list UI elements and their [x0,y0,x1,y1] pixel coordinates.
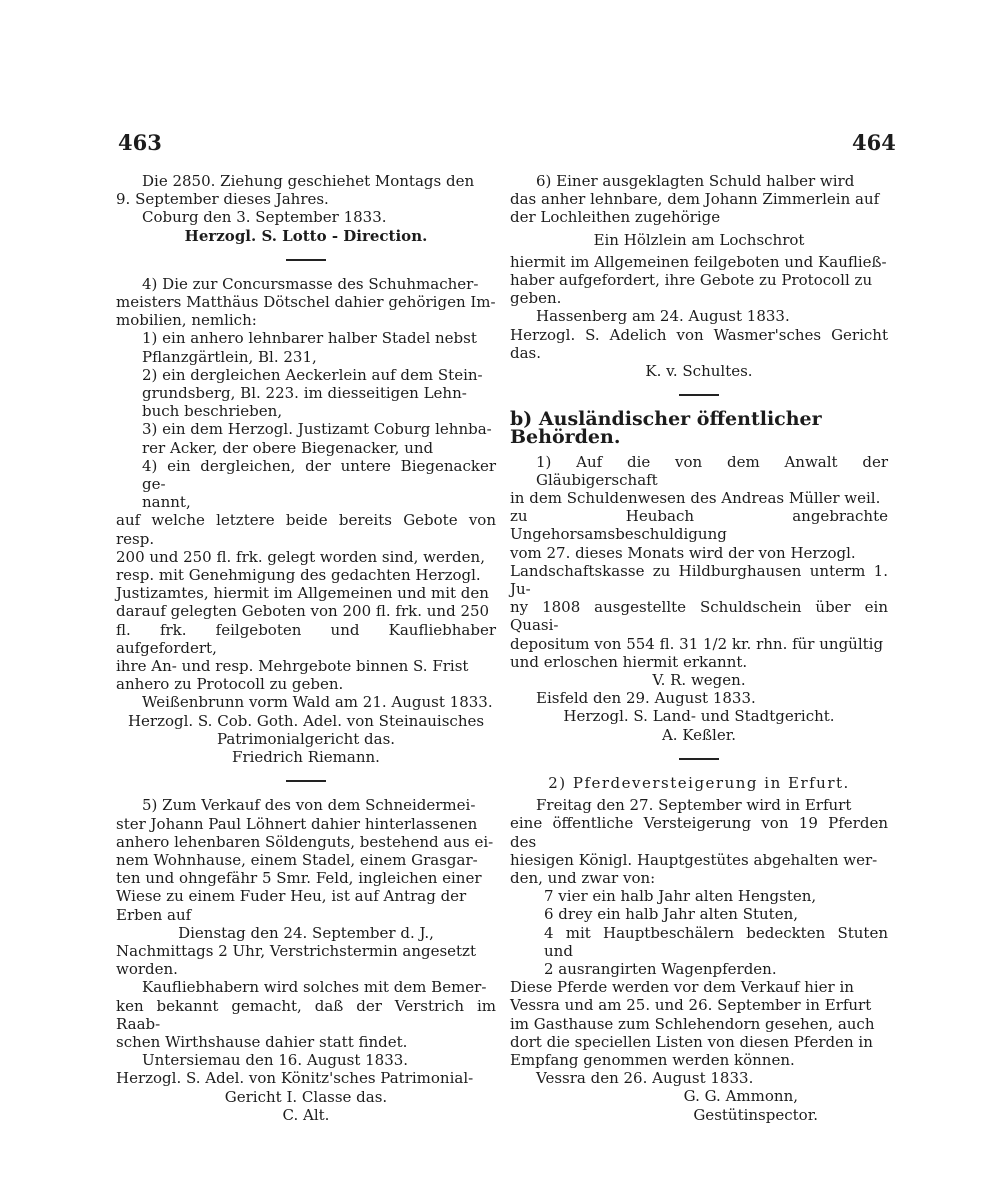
text-line: 5) Zum Verkauf des von dem Schneidermei- [142,796,476,815]
notice-b2 [510,796,888,1124]
list-item: 6 drey ein halb Jahr alten Stuten, [544,905,799,924]
text-line: Die 2850. Ziehung geschiehet Montags den [142,172,475,190]
text-line: ken bekannt gemacht, daß der Verstrich im Raab- [116,996,496,1033]
text-line: resp. mit Genehmigung des gedachten Herzogl. [116,566,481,585]
text-line: Kaufliebhabern wird solches mit dem Bemer- [142,978,487,997]
text-line: mobilien, nemlich: [116,311,257,330]
text-line: dort die speciellen Listen von diesen Pferden in [510,1032,873,1051]
text-line: V. R. wegen. [652,671,746,690]
text-line: eine öffentliche Versteigerung von 19 Pferden des [510,814,888,851]
text-line: Coburg den 3. September 1833. [142,208,387,227]
text-line: Freitag den 27. September wird in Erfurt [536,796,852,815]
separator-rule [286,259,326,261]
text-line: 4) ein dergleichen, der untere Biegenacker ge- [142,456,496,494]
text-line: Vessra und am 25. und 26. September in Erfurt [510,996,872,1015]
text-line: Landschaftskasse zu Hildburghausen unterm 1. Ju- [510,561,888,599]
text-line: hiesigen Königl. Hauptgestütes abgehalten wer- [510,850,878,869]
text-line: grundsberg, Bl. 223. im diesseitigen Lehn- [142,384,467,403]
text-line: Hassenberg am 24. August 1833. [536,307,790,326]
text-line: 6) Einer ausgeklagten Schuld halber wird [536,172,855,190]
text-line: das anher lehnbare, dem Johann Zimmerlein auf [510,190,880,209]
list-item: 2 ausrangirten Wagenpferden. [544,959,777,978]
signature-name: C. Alt. [282,1105,330,1124]
notice-5 [116,796,496,1124]
separator-rule [679,394,719,396]
text-line: 1) ein anhero lehnbarer halber Stadel nebst [142,329,477,348]
signature-line: Herzogl. S. Cob. Goth. Adel. von Steinauisches [127,711,485,730]
list-item: 7 vier ein halb Jahr alten Hengsten, [544,887,817,906]
text-line: schen Wirthshause dahier statt findet. [116,1032,408,1051]
text-line: haber aufgefordert, ihre Gebote zu Protocoll zu [510,271,873,290]
list-item: 4 mit Hauptbeschälern bedeckten Stuten und [544,923,888,960]
signature-line: Patrimonialgericht das. [216,729,396,748]
text-line: vom 27. dieses Monats wird der von Herzogl. [510,543,856,562]
text-line: 2) ein dergleichen Aeckerlein auf dem Stein- [142,365,483,384]
text-line: fl. frk. feilgeboten und Kaufliebhaber aufgefordert, [116,620,496,657]
text-line: Dienstag den 24. September d. J., [178,923,434,942]
text-line: der Lochleithen zugehörige [510,208,721,227]
text-line: Justizamtes, hiermit im Allgemeinen und mit den [116,584,489,603]
text-line: in dem Schuldenwesen des Andreas Müller weil. [510,489,881,508]
signature-line: Gericht I. Classe das. [224,1087,388,1106]
text-line: Erben auf [116,905,192,924]
text-line: 9. September dieses Jahres. [116,190,329,209]
signature-line: Herzogl. S. Adelich von Wasmer'sches Gericht das. [510,325,888,362]
page-number-left: 463 [118,130,162,155]
lottery-notice [116,172,496,245]
right-column [510,172,888,1124]
text-line: im Gasthause zum Schlehendorn gesehen, auch [510,1014,875,1033]
text-line: ihre An- und resp. Mehrgebote binnen S. Frist [116,657,469,676]
text-line: 1) Auf die von dem Anwalt der Gläubigerschaft [536,452,888,489]
text-line: Untersiemau den 16. August 1833. [142,1051,409,1070]
notice-title: 2) Pferdeversteigerung in Erfurt. [548,773,850,792]
text-line: auf welche letztere beide bereits Gebote von resp. [116,511,496,548]
text-line: zu Heubach angebrachte Ungehorsamsbeschuldigung [510,507,888,544]
text-line: nannt, [142,493,191,512]
text-line: ster Johann Paul Löhnert dahier hinterlassenen [116,814,478,833]
text-line: ny 1808 ausgestellte Schuldschein über ein Quasi- [510,598,888,635]
signature-title: Gestütinspector. [693,1105,818,1124]
text-line: Nachmittags 2 Uhr, Verstrichstermin angesetzt [116,941,476,960]
horse-list [510,887,888,978]
separator-rule [679,758,719,760]
signature-line: Herzogl. S. Adel. von Könitz'sches Patrimonial- [116,1069,474,1088]
text-line: anhero lehenbaren Söldenguts, bestehend aus ei- [116,832,494,851]
text-line: depositum von 554 fl. 31 1/2 kr. rhn. für ungültig [510,634,884,653]
signature-name: G. G. Ammonn, [683,1087,798,1106]
text-line: Diese Pferde werden vor dem Verkauf hier in [510,978,854,997]
text-line: Weißenbrunn vorm Wald am 21. August 1833. [142,693,493,712]
text-line: 3) ein dem Herzogl. Justizamt Coburg lehnba- [142,420,492,439]
text-line: Ein Hölzlein am Lochschrot [593,230,805,249]
text-line: 200 und 250 fl. frk. gelegt worden sind, werden, [116,547,485,566]
text-line: worden. [116,960,178,979]
text-line: buch beschrieben, [142,402,283,421]
notice-b1 [510,453,888,744]
text-line: rer Acker, der obere Biegenacker, und [142,438,434,457]
left-column [116,172,496,1124]
text-line: anhero zu Protocoll zu geben. [116,675,344,694]
text-line: geben. [510,289,562,308]
text-line: ten und ohngefähr 5 Smr. Feld, ingleichen einer [116,869,482,888]
signature-name: Friedrich Riemann. [232,748,380,767]
signature-name: K. v. Schultes. [645,362,753,381]
text-line: hiermit im Allgemeinen feilgeboten und Kaufließ- [510,252,887,271]
page-number-right: 464 [852,130,896,155]
text-line: und erloschen hiermit erkannt. [510,652,748,671]
section-heading: b) Ausländischer öffentlicher Behörden. [510,408,822,449]
text-line: Eisfeld den 29. August 1833. [536,689,756,708]
text-line: Vessra den 26. August 1833. [536,1069,754,1088]
text-line: Pflanzgärtlein, Bl. 231, [142,347,317,366]
text-line: Wiese zu einem Fuder Heu, ist auf Antrag der [116,887,467,906]
text-line: nem Wohnhause, einem Stadel, einem Grasgar- [116,850,478,869]
text-line: Empfang genommen werden können. [510,1050,795,1069]
text-line: darauf gelegten Geboten von 200 fl. frk. und 250 [116,602,490,621]
signature: Herzogl. S. Lotto - Direction. [184,226,428,245]
text-line: meisters Matthäus Dötschel dahier gehörigen Im- [116,293,496,312]
signature-line: Herzogl. S. Land- und Stadtgericht. [563,707,835,726]
notice-4 [116,275,496,766]
separator-rule [286,780,326,782]
text-line: den, und zwar von: [510,868,656,887]
text-line: 4) Die zur Concursmasse des Schuhmacher- [142,274,479,293]
notice-6 [510,172,888,380]
signature-name: A. Keßler. [661,725,737,744]
